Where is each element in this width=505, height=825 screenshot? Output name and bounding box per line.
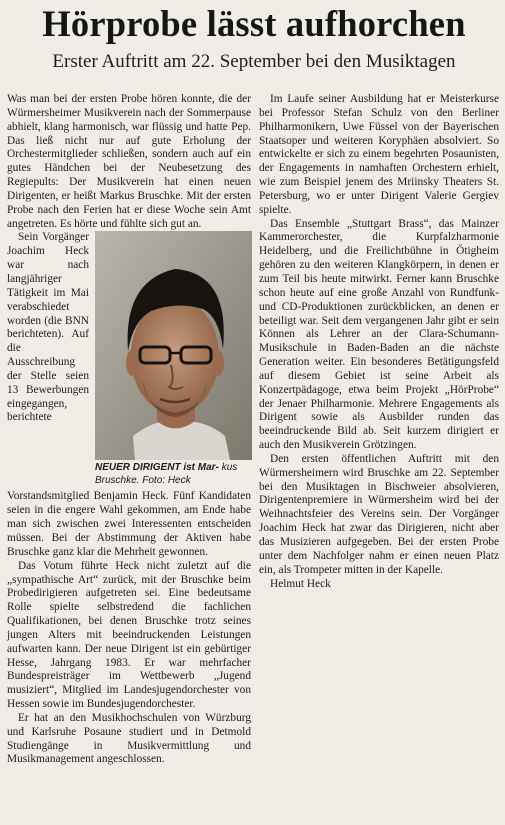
subheadline: Erster Auftritt am 22. September bei den Musiktagen bbox=[52, 51, 456, 72]
portrait-image bbox=[95, 231, 252, 460]
photo-credit: Foto: Heck bbox=[142, 474, 191, 486]
headline: Hörprobe lässt aufhorchen bbox=[42, 3, 466, 44]
author-byline: Helmut Heck bbox=[270, 577, 331, 590]
paragraph-5: Im Laufe seiner Ausbildung hat er Meisterkurse bei Professor Stefan Schulz von den Berliner Philharmonikern, Uwe Füssel von der Bayerischen Staatsoper und weiteren Koryphäen absolviert. So entwickelte er sich zu einem begehrten Posaunisten, der Engagements in namhaften Orchestern erhielt, wie zum Beispiel jenem des Mriinsky Theaters St. Petersburg, wo er unter Dirigent Valerie Gergiev spielte. bbox=[259, 93, 499, 216]
paragraph-1: Was man bei der ersten Probe hören konnte, die der Würmersheimer Musikverein nach der Sommerpause abhielt, klang harmonisch, war flüssig und hatte Pep. Das ließ nicht nur auf gute Erholung der Orchestermitglieder schließen, sondern auch auf ein gutes Händchen bei der Neubesetzung des Regiepults: Der Musikverein hat einen neuen Dirigenten, er heißt Markus Bruschke. Mit der ersten Probe nach den Ferien hat er diese Woche sein Amt angetreten. Es hörte und fühlte sich gut an. bbox=[7, 93, 251, 230]
paragraph-4: Er hat an den Musikhochschulen von Würzburg und Karlsruhe Posaune studiert und in Detmold Studiengänge in Musikvermittlung und Musikmanagement angeschlossen. bbox=[7, 711, 251, 766]
photo-caption bbox=[95, 462, 252, 487]
caption-text: kus Bruschke. bbox=[95, 462, 238, 486]
caption-lead: NEUER DIRIGENT ist Mar- bbox=[95, 462, 219, 474]
paragraph-6: Das Ensemble „Stuttgart Brass“, das Mainzer Kammerorchester, die Kurpfalzharmonie Heidelberg, und die Freilichtbühne in Ötigheim gehören zu den weiteren Klangkörpern, in denen er zum Teil bis heute mitwirkt. Ferner kann Bruschke schon heute auf eine große Anzahl von Rundfunk- und CD-Produktionen zurückblicken, an denen er beteiligt war. Seit dem vergangenen Jahr gibt er sein Können als Lehrer an der Clara-Schumann-Musikschule in Baden-Baden an die nächste Generation weiter. Ein besonderes Betätigungsfeld auf diesem Gebiet ist seine Arbeit als Konzertpädagoge, etwa beim Projekt „HörProbe“ der Jenaer Philharmonie. Mehrere Engagements als Dirigent sowie als Ausbilder runden das beeindruckende Bild ab. Seit kurzem dirigiert er auch den Musikverein Grötzingen. bbox=[259, 217, 499, 452]
paragraph-3: Das Votum führte Heck nicht zuletzt auf die „sympathische Art“ zurück, mit der Bruschke beim Probedirigieren aufgetreten sei. Eine bedeutsame Rolle spielte selbstredend die fachlichen Qualifikationen, bei denen Bruschke trotz seines jungen Alters mit beeindruckenden Leistungen aufwarten kann. Der neue Dirigent ist ein gebürtiger Hesse, Jahrgang 1983. Er war mehrfacher Bundespreisträger im Wettbewerb „Jugend musiziert“, Mitglied im Landesjugendorchester von Hessen sowie im Bundesjugendorchester. bbox=[7, 559, 251, 711]
paragraph-2: Sein Vorgänger Joachim Heck war nach langjähriger Tätigkeit im Mai verabschiedet worden (die BNN berichteten). Auf die Ausschreibung der Stelle seien 13 Bewerbungen eingegangen, berichtete Vorstandsmitglied Benjamin Heck. Fünf Kandidaten seien in die engere Wahl gekommen, am Ende habe man sich zwischen zwei Interessenten entscheiden müssen. Bei der Abstimmung der Aktiven habe Bruschke ganz klar die Mehrheit gewonnen. bbox=[7, 231, 251, 558]
paragraph-7: Den ersten öffentlichen Auftritt mit den Würmersheimern wird Bruschke am 22. September bei den Musiktagen in Bischweier absolvieren, Dirigentenpremiere in Würmersheim wird bei der Weihnachtsfeier des Vereins sein. Der Vorgänger Joachim Heck hat zwar das Dirigieren, nicht aber das Musizieren aufgegeben. Bei der ersten Probe unter dem Nachfolger nahm er einen neuen Platz ein, als Trompeter mitten in der Kapelle. bbox=[259, 452, 499, 576]
right-column bbox=[259, 93, 499, 591]
left-column bbox=[7, 93, 251, 767]
conductor-photo bbox=[95, 231, 252, 460]
